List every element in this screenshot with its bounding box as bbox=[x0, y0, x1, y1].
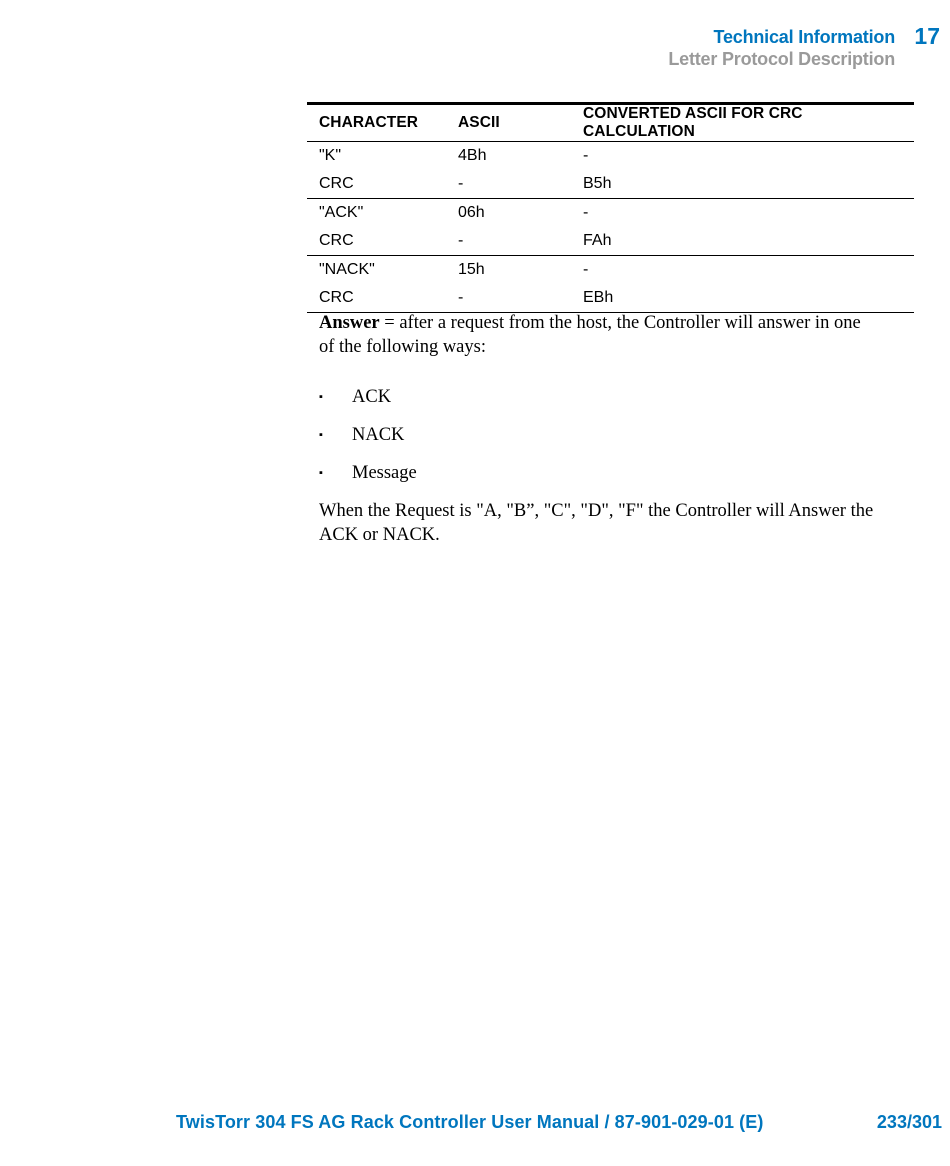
list-item-label: ACK bbox=[352, 387, 392, 407]
column-header-character: CHARACTER bbox=[307, 104, 446, 142]
list-item bbox=[319, 423, 404, 447]
header-title: Technical Information bbox=[713, 27, 895, 47]
table-cell: 15h bbox=[458, 261, 485, 278]
table-cell: - bbox=[458, 289, 464, 306]
table-cell: FAh bbox=[571, 227, 914, 256]
column-header-ascii: ASCII bbox=[446, 104, 571, 142]
table-cell: "NACK" bbox=[319, 261, 375, 278]
table-row bbox=[307, 284, 914, 313]
list-item bbox=[319, 461, 417, 485]
table-cell: CRC bbox=[319, 289, 354, 306]
table-cell: CRC bbox=[307, 227, 446, 256]
answer-paragraph bbox=[319, 311, 879, 359]
bullet-icon: ▪ bbox=[319, 429, 323, 441]
table-cell: 06h bbox=[458, 204, 485, 221]
bullet-icon: ▪ bbox=[319, 467, 323, 479]
table-row bbox=[307, 199, 914, 228]
table-cell: - bbox=[446, 170, 571, 199]
table-cell: - bbox=[446, 227, 571, 256]
footer-manual-title: TwisTorr 304 FS AG Rack Controller User Manual / 87-901-029-01 (E) bbox=[176, 1112, 764, 1132]
table-row bbox=[307, 170, 914, 199]
table-cell: - bbox=[583, 261, 589, 278]
answer-term: Answer bbox=[319, 313, 380, 333]
table-row bbox=[307, 227, 914, 256]
list-item bbox=[319, 385, 391, 409]
table-cell: "K" bbox=[319, 147, 342, 164]
table-cell: B5h bbox=[571, 170, 914, 199]
table-cell: CRC bbox=[307, 170, 446, 199]
column-header-converted-ascii: CONVERTED ASCII FOR CRC CALCULATION bbox=[571, 104, 914, 142]
bullet-icon: ▪ bbox=[319, 391, 323, 403]
closing-paragraph: When the Request is "A, "B”, "C", "D", "F" the Controller will Answer the ACK or NACK. bbox=[319, 501, 874, 545]
protocol-table bbox=[307, 102, 914, 313]
table-cell: 4Bh bbox=[458, 147, 487, 164]
answer-text: = after a request from the host, the Controller will answer in one of the following ways: bbox=[319, 313, 861, 357]
list-item-label: NACK bbox=[352, 425, 405, 445]
footer-page-number: 233/301 bbox=[876, 1112, 942, 1132]
table-cell: "ACK" bbox=[319, 204, 364, 221]
chapter-number: 17 bbox=[914, 23, 940, 49]
table-cell: - bbox=[583, 147, 589, 164]
table-cell: - bbox=[583, 204, 589, 221]
table-row bbox=[307, 142, 914, 171]
header-subtitle: Letter Protocol Description bbox=[668, 49, 895, 69]
table-row bbox=[307, 256, 914, 285]
table-header-row bbox=[307, 104, 914, 142]
list-item-label: Message bbox=[352, 463, 417, 483]
table-cell: EBh bbox=[583, 289, 614, 306]
